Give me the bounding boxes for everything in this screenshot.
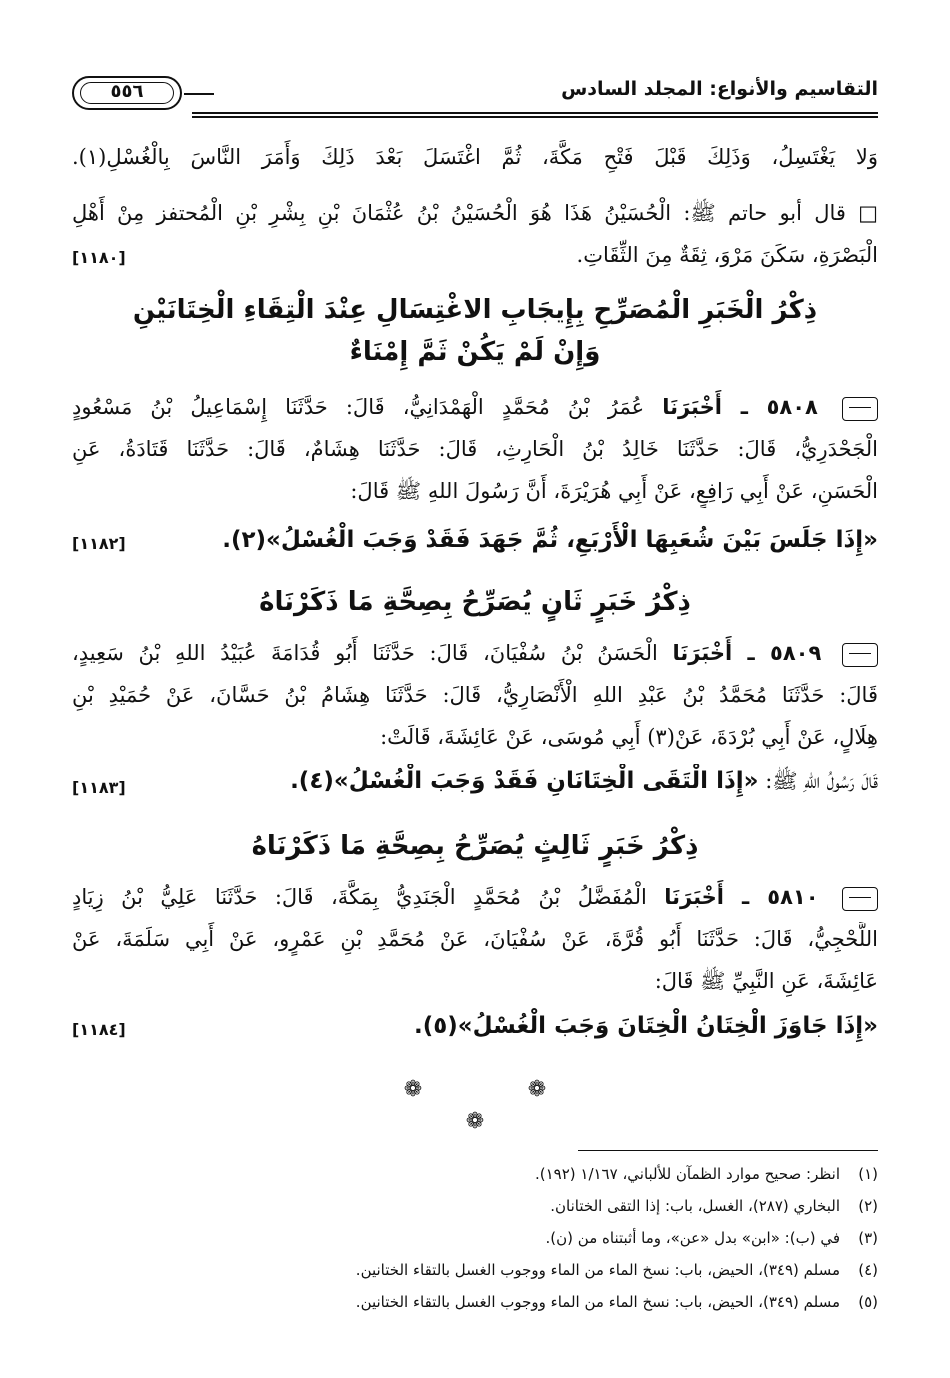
- footnote-number: (٥): [858, 1293, 878, 1311]
- isnad-text: الْحَسَنُ بْنُ سُفْيَانَ، قَالَ: حَدَّثَنَا أَبُو قُدَامَةَ عُبَيْدُ اللهِ بْنُ سَعِيدٍ،: [72, 641, 658, 665]
- footnote-text: انظر: صحيح موارد الظمآن للألباني، ١/١٦٧ (١٩٢).: [534, 1165, 840, 1183]
- hadith-chain-line: قَالَ: حَدَّثَنَا مُحَمَّدُ بْنُ عَبْدِ اللهِ الْأَنْصَارِيُّ، قَالَ: حَدَّثَنَا هِشَامُ بْنُ حَسَّانَ، عَنْ حُمَيْدِ بْنِ: [72, 683, 878, 707]
- chapter-heading: ذِكْرُ خَبَرٍ ثَالِثٍ يُصَرِّحُ بِصِحَّةِ مَا ذَكَرْنَاهُ: [251, 831, 699, 861]
- footnote: [72, 1256, 878, 1284]
- hadith-matn: «إِذَا جَلَسَ بَيْنَ شُعَبِهَا الْأَرْبَعِ، ثُمَّ جَهَدَ فَقَدْ وَجَبَ الْغُسْلُ»(٢).: [222, 527, 878, 553]
- footnote: [72, 1160, 878, 1188]
- footnote: [72, 1288, 878, 1316]
- page-number-ornament: [72, 76, 182, 110]
- footnote-text: مسلم (٣٤٩)، الحيض، باب: نسخ الماء من الماء ووجوب الغسل بالتقاء الختانين.: [355, 1261, 840, 1279]
- hadith-chain-line: [72, 390, 878, 424]
- hadith-marker-icon: [842, 887, 878, 911]
- chapter-heading: ذِكْرُ خَبَرٍ ثَانٍ يُصَرِّحُ بِصِحَّةِ مَا ذَكَرْنَاهُ: [259, 587, 691, 617]
- footnote-number: (٤): [858, 1261, 878, 1279]
- hadith-number: ٥٨٠٩ ـ أَخْبَرَنَا: [672, 641, 822, 665]
- hadith-marker-icon: [842, 643, 878, 667]
- header-rule-top: [192, 112, 878, 114]
- section-divider: [0, 1073, 950, 1133]
- footnote-number: (٣): [858, 1229, 878, 1247]
- hadith-chain-line: عَائِشَةَ، عَنِ النَّبِيِّ ﷺ قَالَ:: [654, 969, 878, 993]
- reference-number: [١١٨٣]: [72, 778, 126, 797]
- reference-number: [١١٨٠]: [72, 248, 126, 267]
- text-line: □ قال أبو حاتم ﷺ: الْحُسَيْنُ هَذَا هُوَ الْحُسَيْنُ بْنُ عُثْمَانَ بْنِ بِشْرِ بْنِ الْمُحتفز مِنْ أَهْلِ: [72, 201, 878, 225]
- isnad-text: عُمَرُ بْنُ مُحَمَّدٍ الْهَمْدَانِيُّ، قَالَ: حَدَّثَنَا إِسْمَاعِيلُ بْنُ مَسْعُودٍ: [72, 395, 645, 419]
- hadith-number: ٥٨١٠ ـ أَخْبَرَنَا: [664, 885, 819, 909]
- chapter-heading: ذِكْرُ الْخَبَرِ الْمُصَرِّحِ بِإِيجَابِ الاغْتِسَالِ عِنْدَ الْتِقَاءِ الْخِتَانَيْنِ: [132, 295, 818, 325]
- footnote: [72, 1224, 878, 1252]
- flower-ornament-icon: ❁: [465, 1109, 485, 1134]
- hadith-chain-line: هِلَالٍ، عَنْ أَبِي بُرْدَةَ، عَنْ(٣) أَبِي مُوسَى، عَنْ عَائِشَةَ، قَالَتْ:: [380, 725, 878, 749]
- page-number-frame: [72, 76, 287, 114]
- isnad-text: الْمُفَضَّلُ بْنُ مُحَمَّدٍ الْجَنَدِيُّ بِمَكَّةَ، قَالَ: حَدَّثَنَا عَلِيُّ بْنُ زِيَادٍ: [72, 885, 647, 909]
- hadith-chain-line: [72, 636, 878, 670]
- footnote-separator: [578, 1150, 878, 1151]
- hadith-intro: قَالَ رَسُولُ اللهِ ﷺ:: [765, 769, 878, 793]
- page-number: ٥٥٦: [110, 81, 144, 102]
- hadith-chain-line: الْحَسَنِ، عَنْ أَبِي رَافِعٍ، عَنْ أَبِي هُرَيْرَةَ، أَنَّ رَسُولَ اللهِ ﷺ قَالَ:: [350, 479, 878, 503]
- hadith-chain-line: اللَّحْجِيُّ، قَالَ: حَدَّثَنَا أَبُو قُرَّةَ، عَنْ سُفْيَانَ، عَنْ مُحَمَّدِ بْنِ عَمْرٍو، عَنْ أَبِي سَلَمَةَ، عَنْ: [72, 927, 878, 951]
- footnote-number: (١): [858, 1165, 878, 1183]
- footnote-number: (٢): [858, 1197, 878, 1215]
- footnote: [72, 1192, 878, 1220]
- hadith-chain-line: [72, 880, 878, 914]
- reference-number: [١١٨٤]: [72, 1020, 126, 1039]
- footnote-text: في (ب): «ابن» بدل «عن»، وما أثبتناه من (ن).: [545, 1229, 840, 1247]
- chapter-heading: وَإِنْ لَمْ يَكُنْ ثَمَّ إِمْنَاءٌ: [349, 337, 601, 367]
- hadith-matn: «إِذَا الْتَقَى الْخِتَانَانِ فَقَدْ وَجَبَ الْغُسْلُ»(٤).: [290, 768, 759, 794]
- page-header: [72, 76, 878, 116]
- text-line: وَلا يَغْتَسِلُ، وَذَلِكَ قَبْلَ فَتْحِ مَكَّةَ، ثُمَّ اغْتَسَلَ بَعْدَ ذَلِكَ وَأَمَرَ النَّاسَ بِالْغُسْلِ(١).: [72, 145, 878, 169]
- flower-ornament-icon: ❁: [527, 1077, 547, 1102]
- footnote-text: مسلم (٣٤٩)، الحيض، باب: نسخ الماء من الماء ووجوب الغسل بالتقاء الختانين.: [355, 1293, 840, 1311]
- running-title: التقاسيم والأنواع: المجلد السادس: [561, 78, 878, 100]
- hadith-matn: «إِذَا جَاوَزَ الْخِتَانُ الْخِتَانَ وَجَبَ الْغُسْلُ»(٥).: [413, 1013, 878, 1039]
- hadith-number: ٥٨٠٨ ـ أَخْبَرَنَا: [662, 395, 818, 419]
- hadith-chain-line: الْجَحْدَرِيُّ، قَالَ: حَدَّثَنَا خَالِدُ بْنُ الْحَارِثِ، قَالَ: حَدَّثَنَا هِشَامٌ، قَالَ: حَدَّثَنَا قَتَادَةُ، عَنِ: [72, 437, 878, 461]
- hadith-marker-icon: [842, 397, 878, 421]
- hadith-matn-line: [72, 764, 878, 798]
- reference-number: [١١٨٢]: [72, 534, 126, 553]
- flower-ornament-icon: ❁: [403, 1077, 423, 1102]
- header-rule-bottom: [192, 116, 878, 118]
- text-line: الْبَصْرَةِ، سَكَنَ مَرْوَ، ثِقَةٌ مِنَ الثِّقَاتِ.: [576, 243, 878, 267]
- footnote-text: البخاري (٢٨٧)، الغسل، باب: إذا التقى الختانان.: [550, 1197, 840, 1215]
